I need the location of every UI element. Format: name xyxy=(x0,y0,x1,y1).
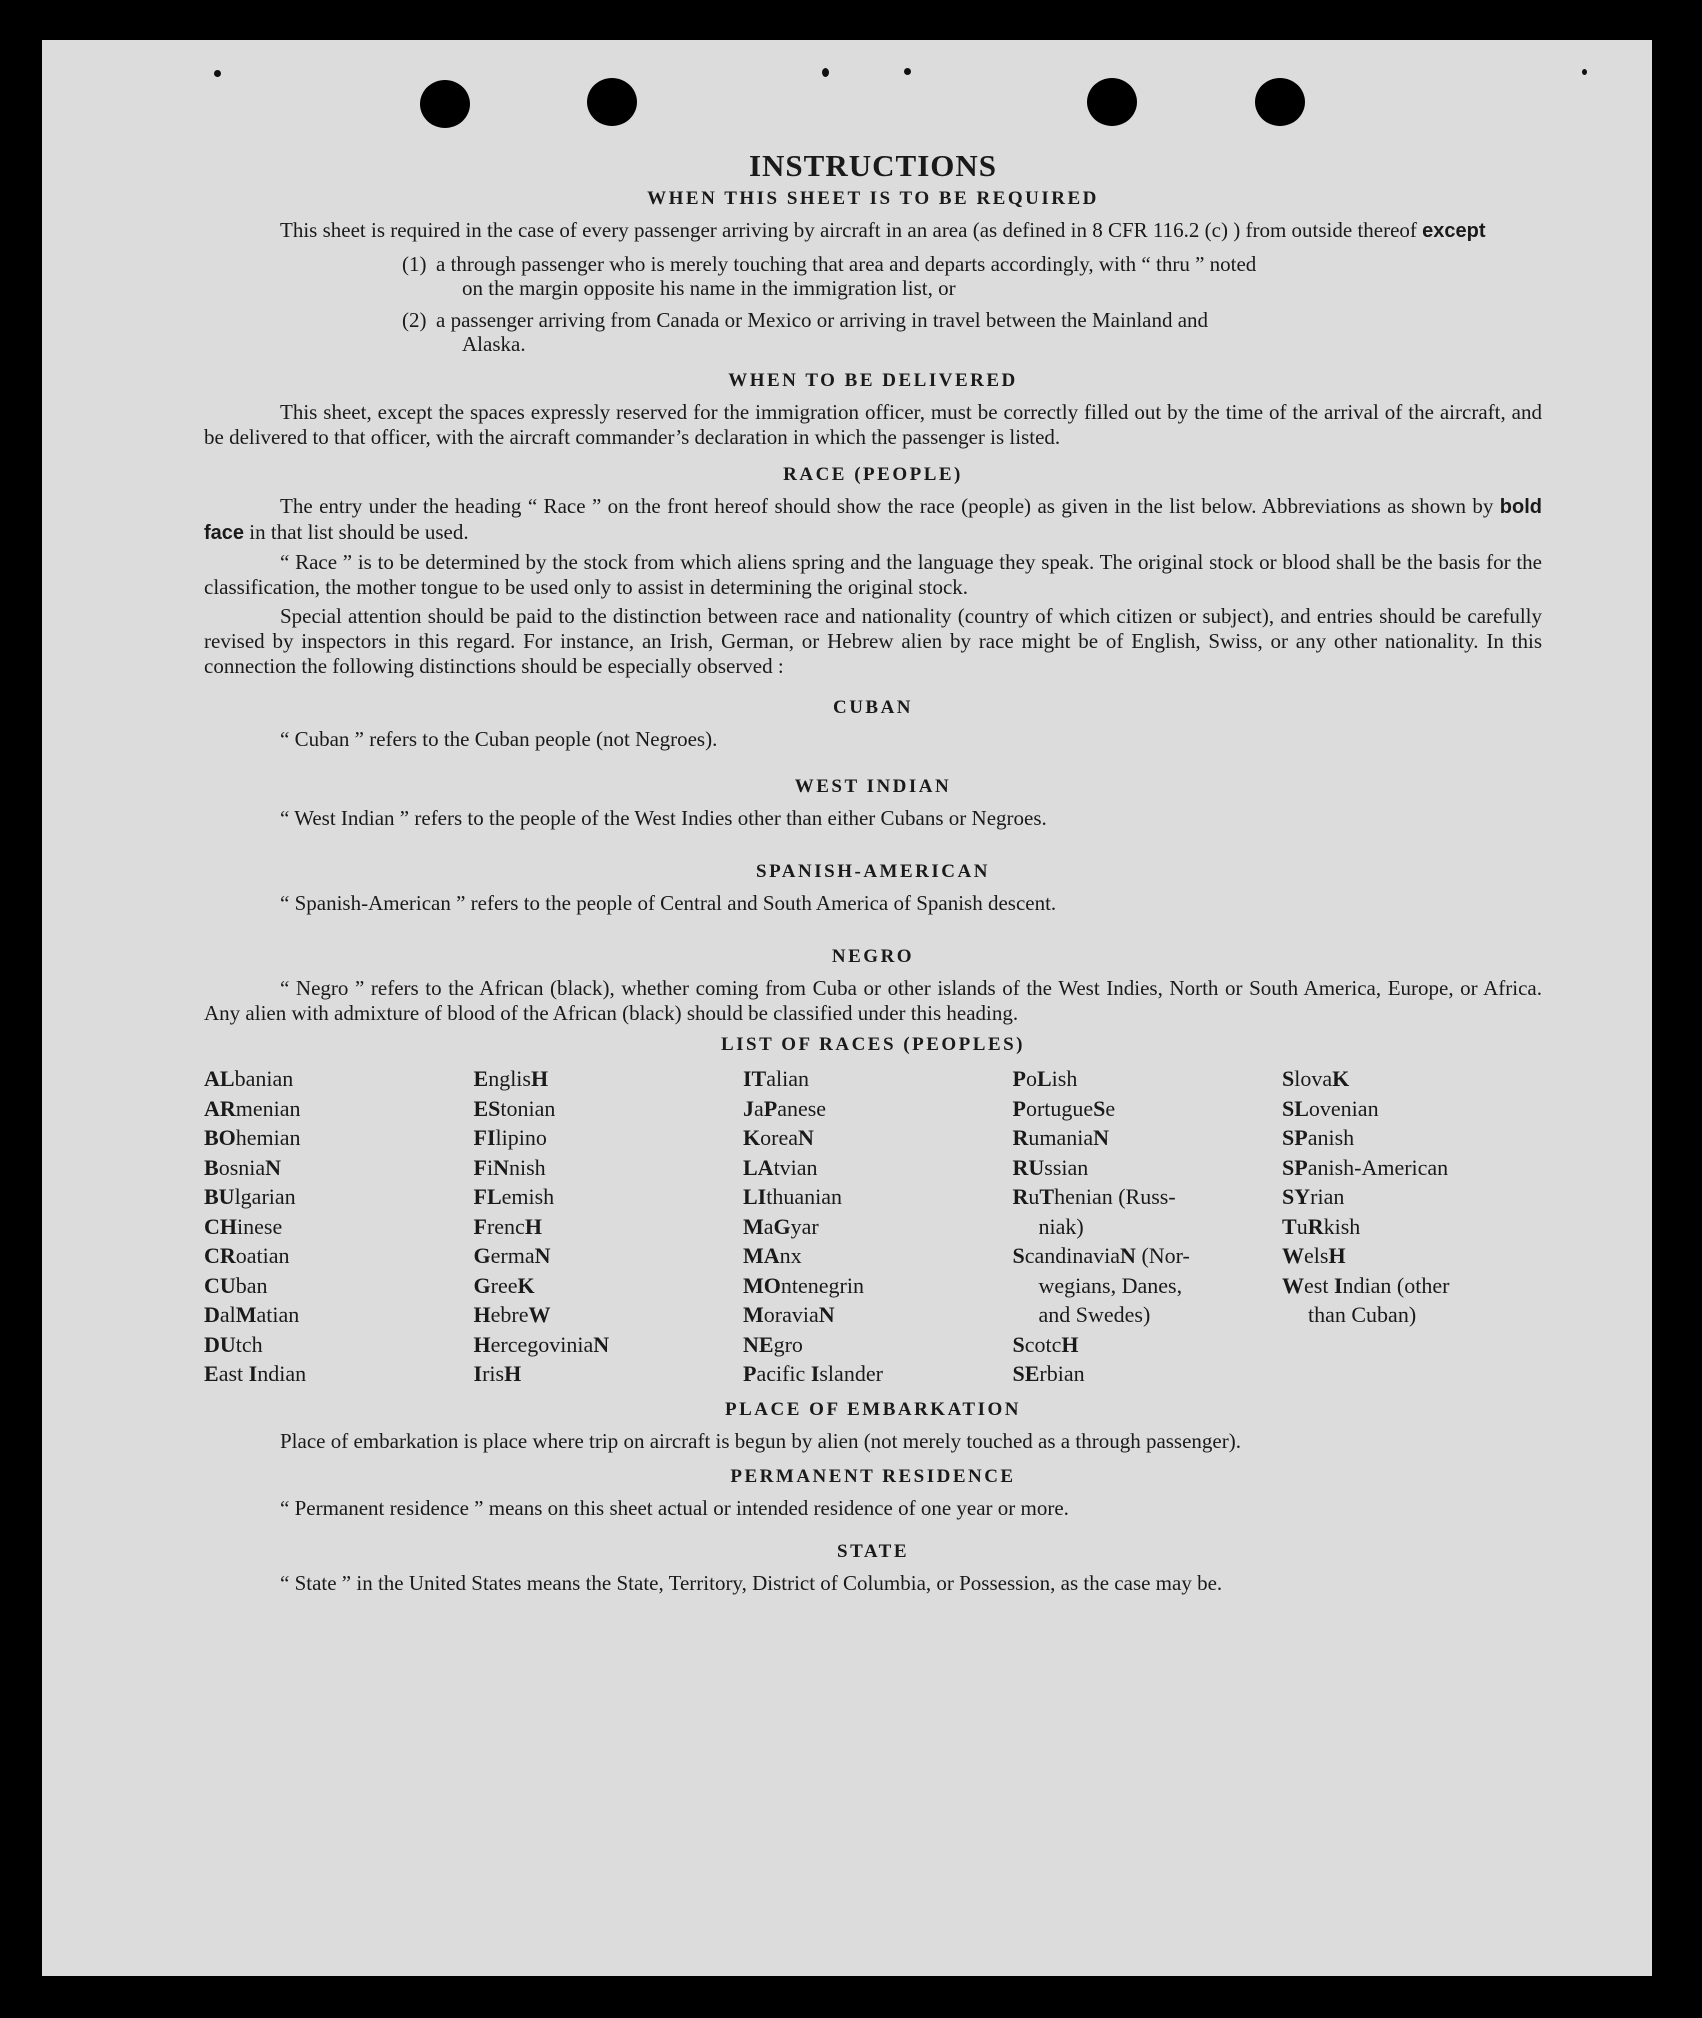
speck xyxy=(1582,69,1587,75)
race-entry xyxy=(204,1300,464,1330)
race-entry xyxy=(1282,1153,1542,1183)
race-abbrev-letters: SP xyxy=(1282,1125,1308,1150)
race-name-continuation: than Cuban) xyxy=(1308,1302,1417,1327)
race-entry xyxy=(1013,1064,1273,1094)
section-heading-residence: PERMANENT RESIDENCE xyxy=(730,1465,1016,1487)
race-abbrev-letters: S xyxy=(1282,1066,1295,1091)
race-abbrev-letters: N xyxy=(265,1154,282,1180)
race-entry xyxy=(1013,1241,1273,1330)
race-abbrev-letters: W xyxy=(1282,1243,1304,1268)
section-heading-spanish-american: SPANISH-AMERICAN xyxy=(756,861,990,882)
race-name-part: renc xyxy=(486,1213,525,1239)
state-text: “ State ” in the United States means the State, Territory, District of Columbia, or Possession, as the case may be. xyxy=(280,1570,1223,1595)
race-entry xyxy=(743,1330,1003,1360)
race-entry xyxy=(204,1330,464,1360)
race-abbrev-letters: M xyxy=(743,1302,764,1327)
race-name-part: (Nor- xyxy=(1135,1243,1190,1268)
race-abbrev-letters: IT xyxy=(743,1066,767,1091)
race-name-part: nx xyxy=(779,1243,802,1268)
race-abbrev-letters: H xyxy=(473,1302,491,1327)
race-name-continuation: and Swedes) xyxy=(1038,1302,1151,1327)
race-name-part: ovenian xyxy=(1308,1095,1379,1121)
race-entry xyxy=(1013,1094,1273,1124)
race-entry xyxy=(474,1153,734,1183)
race-name-part: ndian xyxy=(257,1361,307,1386)
race-entry xyxy=(1282,1094,1542,1124)
race-entry xyxy=(743,1182,1003,1212)
race-name-part: tvian xyxy=(773,1154,818,1180)
race-name-part: rian xyxy=(1310,1184,1345,1209)
race-abbrev-letters: AL xyxy=(204,1066,235,1091)
race-abbrev-letters: G xyxy=(473,1243,491,1268)
race-name-part: e xyxy=(1105,1095,1116,1121)
document-page xyxy=(42,40,1652,1976)
race-name-part: a xyxy=(754,1095,764,1121)
race-name-part: lgarian xyxy=(234,1184,296,1209)
race-abbrev-letters: E xyxy=(473,1066,489,1091)
race-entry xyxy=(1013,1153,1273,1183)
race-name-part: ish xyxy=(1051,1066,1078,1091)
section-heading-race: RACE (PEOPLE) xyxy=(783,464,963,485)
race-name-part: thuanian xyxy=(766,1184,843,1209)
race-abbrev-letters: P xyxy=(743,1361,757,1386)
race-entry xyxy=(204,1094,464,1124)
race-entry xyxy=(204,1064,464,1094)
race-abbrev-letters: H xyxy=(524,1213,542,1239)
race-abbrev-letters: P xyxy=(1012,1095,1026,1121)
race-entry xyxy=(204,1212,464,1242)
race-abbrev-letters: N xyxy=(493,1154,509,1180)
race-abbrev-letters: H xyxy=(530,1066,549,1091)
section-heading-state: STATE xyxy=(837,1540,909,1562)
race-name-part: kish xyxy=(1323,1213,1361,1239)
race-name-part: rbian xyxy=(1039,1361,1085,1386)
race-entry xyxy=(204,1182,464,1212)
race-abbrev-letters: P xyxy=(763,1095,778,1121)
race-abbrev-letters: SE xyxy=(1012,1361,1040,1386)
race-entry xyxy=(743,1359,1003,1389)
race-abbrev-letters: S xyxy=(1093,1095,1106,1121)
section-heading-required: WHEN THIS SHEET IS TO BE REQUIRED xyxy=(647,188,1099,209)
race-name-part: slander xyxy=(819,1361,883,1386)
race-abbrev-letters: FL xyxy=(473,1184,502,1209)
race-abbrev-letters: N xyxy=(1120,1243,1136,1268)
race-entry xyxy=(1282,1182,1542,1212)
race-name-part: i xyxy=(486,1154,494,1180)
race-abbrev-letters: I xyxy=(810,1361,820,1386)
race-entry xyxy=(204,1153,464,1183)
race-entry xyxy=(1013,1182,1273,1241)
race-name-part: a xyxy=(763,1213,774,1239)
race-paragraph-3: Special attention should be paid to the distinction between race and nationality (country of which citizen or subject), and entries should be carefully revised by inspectors in this regard. For instance, an Irish, German, or Hebrew alien by race might be of English, Swiss, or any other nationality. In this connection the following distinctions should be especially observed : xyxy=(204,604,1542,678)
race-abbrev-letters: RU xyxy=(1012,1154,1045,1180)
residence-text: “ Permanent residence ” means on this sheet actual or intended residence of one year or more. xyxy=(280,1495,1069,1520)
race-name-part: inese xyxy=(237,1213,283,1239)
race-name-part: yar xyxy=(790,1213,819,1239)
race-name-part: ssian xyxy=(1044,1154,1089,1180)
race-abbrev-letters: K xyxy=(1332,1066,1350,1091)
race-abbrev-letters: S xyxy=(1012,1331,1025,1357)
race-abbrev-letters: B xyxy=(204,1154,219,1180)
race-name-part: hemian xyxy=(235,1125,301,1150)
race-name-part: oravia xyxy=(763,1302,819,1327)
race-entry xyxy=(743,1153,1003,1183)
races-column-3 xyxy=(743,1064,1003,1389)
west-indian-text: “ West Indian ” refers to the people of the West Indies other than either Cubans or Negroes. xyxy=(280,806,1047,830)
speck xyxy=(214,70,221,77)
race-entry xyxy=(474,1123,734,1153)
race-abbrev-letters: W xyxy=(528,1302,551,1327)
races-list xyxy=(204,1064,1542,1389)
race-entry xyxy=(743,1271,1003,1301)
race-name-part: ercegovinia xyxy=(490,1331,594,1357)
race-abbrev-letters: NE xyxy=(743,1331,774,1357)
race-name-part: cotc xyxy=(1024,1331,1062,1357)
race-abbrev-letters: R xyxy=(1012,1184,1029,1209)
race-paragraph-2: “ Race ” is to be determined by the stock from which aliens spring and the language they speak. The original stock or blood shall be the basis for the classification, the mother tongue to be used only to assist in determining the original stock. xyxy=(204,550,1542,599)
race-name-part: ris xyxy=(482,1361,505,1386)
race-name-part: ree xyxy=(490,1272,518,1298)
race-entry xyxy=(474,1094,734,1124)
races-column-1 xyxy=(204,1064,464,1389)
race-abbrev-letters: G xyxy=(773,1213,791,1239)
race-entry xyxy=(204,1359,464,1389)
race-name-part: tch xyxy=(235,1331,263,1357)
race-abbrev-letters: F xyxy=(473,1213,487,1239)
race-entry xyxy=(1282,1212,1542,1242)
race-entry xyxy=(743,1064,1003,1094)
race-abbrev-letters: MA xyxy=(743,1243,780,1268)
race-abbrev-letters: I xyxy=(473,1361,483,1386)
race-entry xyxy=(743,1094,1003,1124)
section-heading-delivered: WHEN TO BE DELIVERED xyxy=(728,370,1018,391)
race-name-part: umania xyxy=(1028,1125,1094,1150)
race-abbrev-letters: M xyxy=(235,1302,257,1327)
race-abbrev-letters: R xyxy=(1307,1213,1324,1239)
race-entry xyxy=(474,1271,734,1301)
race-name-continuation: niak) xyxy=(1038,1213,1084,1239)
exception-item-1: (1) a through passenger who is merely touching that area and departs accordingly, with “ thru ” noted on the margin opposite his name in the immigration list, or xyxy=(402,252,1257,300)
race-abbrev-letters: AR xyxy=(204,1095,236,1121)
race-entry xyxy=(1013,1359,1273,1389)
race-entry xyxy=(1282,1064,1542,1094)
race-abbrev-letters: F xyxy=(473,1154,487,1180)
race-entry xyxy=(743,1241,1003,1271)
race-name-part: orea xyxy=(760,1125,798,1150)
embarkation-text: Place of embarkation is place where trip on aircraft is begun by alien (not merely touched as a through passenger). xyxy=(280,1428,1241,1453)
race-abbrev-letters: E xyxy=(204,1361,219,1386)
race-name-part: erma xyxy=(490,1243,535,1268)
races-column-2 xyxy=(474,1064,734,1389)
race-name-part: els xyxy=(1304,1243,1329,1268)
race-abbrev-letters: L xyxy=(1036,1066,1052,1091)
race-name-part: ban xyxy=(235,1272,268,1298)
section-heading-embarkation: PLACE OF EMBARKATION xyxy=(725,1398,1021,1420)
race-name-part: ast xyxy=(218,1361,249,1386)
race-entry xyxy=(743,1123,1003,1153)
cuban-text: “ Cuban ” refers to the Cuban people (not Negroes). xyxy=(280,727,718,751)
race-entry xyxy=(204,1271,464,1301)
negro-text: “ Negro ” refers to the African (black), whether coming from Cuba or other islands of the West Indies, North or South America, Europe, or Africa. Any alien with admixture of blood of the African (black) should be classified under this heading. xyxy=(204,976,1542,1025)
race-name-part: anish xyxy=(1307,1125,1355,1150)
race-abbrev-letters: ES xyxy=(473,1095,501,1121)
spanish-american-text: “ Spanish-American ” refers to the people of Central and South America of Spanish descent. xyxy=(280,891,1057,915)
race-abbrev-letters: FI xyxy=(473,1125,496,1150)
required-intro: This sheet is required in the case of every passenger arriving by aircraft in an area (as defined in 8 CFR 116.2 (c) ) from outside thereof except xyxy=(280,218,1486,242)
exception-item-2: (2) a passenger arriving from Canada or Mexico or arriving in travel between the Mainland and Alaska. xyxy=(402,308,1209,356)
race-name-part: ortugue xyxy=(1025,1095,1094,1121)
page-title: INSTRUCTIONS xyxy=(748,148,997,183)
race-name-part: al xyxy=(219,1302,236,1327)
race-name-part: oatian xyxy=(235,1243,290,1268)
race-abbrev-letters: DU xyxy=(204,1331,236,1357)
race-name-part: menian xyxy=(235,1095,301,1121)
race-name-part: ebre xyxy=(490,1302,529,1327)
race-name-part: candinavia xyxy=(1024,1243,1121,1268)
race-abbrev-letters: R xyxy=(1012,1125,1029,1150)
race-abbrev-letters: J xyxy=(743,1095,754,1121)
section-heading-negro: NEGRO xyxy=(831,946,915,967)
race-entry xyxy=(474,1300,734,1330)
delivered-text: This sheet, except the spaces expressly reserved for the immigration officer, must be correctly filled out by the time of the arrival of the aircraft, and be delivered to that officer, with the aircraft commander’s declaration in which the passenger is listed. xyxy=(204,400,1542,449)
race-abbrev-letters: T xyxy=(1039,1184,1055,1209)
race-name-part: tonian xyxy=(500,1095,556,1121)
race-abbrev-letters: CU xyxy=(204,1272,236,1298)
section-heading-west-indian: WEST INDIAN xyxy=(794,776,952,797)
instructions-content xyxy=(204,108,1542,1596)
race-name-part: osnia xyxy=(218,1154,266,1180)
speck xyxy=(904,68,911,75)
race-abbrev-letters: H xyxy=(473,1331,491,1357)
race-abbrev-letters: CH xyxy=(204,1213,237,1239)
race-entry xyxy=(204,1123,464,1153)
race-name-part: banian xyxy=(234,1066,294,1091)
race-abbrev-letters: CR xyxy=(204,1243,236,1268)
race-name-part: alian xyxy=(766,1066,810,1091)
race-entry xyxy=(743,1212,1003,1242)
race-abbrev-letters: N xyxy=(818,1302,835,1327)
race-abbrev-letters: N xyxy=(534,1243,551,1268)
race-abbrev-letters: T xyxy=(1282,1213,1297,1239)
race-abbrev-letters: K xyxy=(517,1272,535,1298)
race-abbrev-letters: I xyxy=(248,1361,258,1386)
race-name-part: anish-American xyxy=(1307,1154,1449,1180)
race-abbrev-letters: S xyxy=(1012,1243,1025,1268)
race-abbrev-letters: W xyxy=(1282,1272,1304,1298)
race-name-part: u xyxy=(1296,1213,1308,1239)
race-name-part: nish xyxy=(508,1154,546,1180)
section-heading-cuban: CUBAN xyxy=(832,697,914,718)
race-name-part: ndian (other xyxy=(1342,1272,1450,1298)
race-abbrev-letters: LI xyxy=(743,1184,767,1209)
races-column-5 xyxy=(1282,1064,1542,1389)
race-abbrev-letters: D xyxy=(204,1302,220,1327)
race-abbrev-letters: M xyxy=(743,1213,764,1239)
race-abbrev-letters: N xyxy=(593,1331,610,1357)
race-name-part: ntenegrin xyxy=(780,1272,864,1298)
races-column-4 xyxy=(1013,1064,1273,1389)
section-heading-list-of-races: LIST OF RACES (PEOPLES) xyxy=(720,1034,1026,1055)
race-entry xyxy=(1282,1271,1542,1330)
race-name-part: nglis xyxy=(488,1066,531,1091)
race-abbrev-letters: BU xyxy=(204,1184,235,1209)
race-abbrev-letters: H xyxy=(1061,1331,1079,1357)
race-abbrev-letters: P xyxy=(1012,1066,1026,1091)
race-entry xyxy=(1282,1241,1542,1271)
race-name-part: anese xyxy=(777,1095,827,1121)
race-entry xyxy=(204,1241,464,1271)
race-entry xyxy=(474,1182,734,1212)
race-abbrev-letters: H xyxy=(504,1361,522,1386)
race-name-part: lipino xyxy=(495,1125,547,1150)
race-name-part: u xyxy=(1028,1184,1040,1209)
race-name-part: acific xyxy=(756,1361,811,1386)
race-name-part: henian (Russ- xyxy=(1054,1184,1176,1209)
race-abbrev-letters: I xyxy=(1333,1272,1343,1298)
race-abbrev-letters: K xyxy=(743,1125,761,1150)
race-entry xyxy=(1013,1330,1273,1360)
race-name-part: est xyxy=(1304,1272,1334,1298)
race-abbrev-letters: SP xyxy=(1282,1154,1308,1180)
race-name-part: emish xyxy=(501,1184,555,1209)
race-abbrev-letters: LA xyxy=(743,1154,774,1180)
race-name-continuation: wegians, Danes, xyxy=(1038,1272,1183,1298)
race-entry xyxy=(474,1241,734,1271)
race-abbrev-letters: SL xyxy=(1282,1095,1309,1121)
race-abbrev-letters: BO xyxy=(204,1125,236,1150)
race-entry xyxy=(474,1359,734,1389)
race-name-part: gro xyxy=(773,1331,803,1357)
race-name-part: lova xyxy=(1294,1066,1333,1091)
race-entry xyxy=(1013,1123,1273,1153)
race-abbrev-letters: MO xyxy=(743,1272,781,1298)
race-abbrev-letters: N xyxy=(1093,1125,1110,1150)
race-abbrev-letters: SY xyxy=(1282,1184,1311,1209)
race-name-part: o xyxy=(1025,1066,1037,1091)
race-name-part: atian xyxy=(256,1302,300,1327)
race-entry xyxy=(743,1300,1003,1330)
race-entry xyxy=(1282,1123,1542,1153)
race-entry xyxy=(474,1064,734,1094)
speck xyxy=(822,68,829,77)
race-abbrev-letters: H xyxy=(1328,1243,1346,1268)
race-entry xyxy=(474,1212,734,1242)
race-abbrev-letters: G xyxy=(473,1272,491,1298)
race-abbrev-letters: N xyxy=(797,1125,814,1150)
race-entry xyxy=(474,1330,734,1360)
race-paragraph-1: The entry under the heading “ Race ” on the front hereof should show the race (people) as given in the list below. Abbreviations as shown by bold face in that list should be used. xyxy=(204,494,1543,544)
